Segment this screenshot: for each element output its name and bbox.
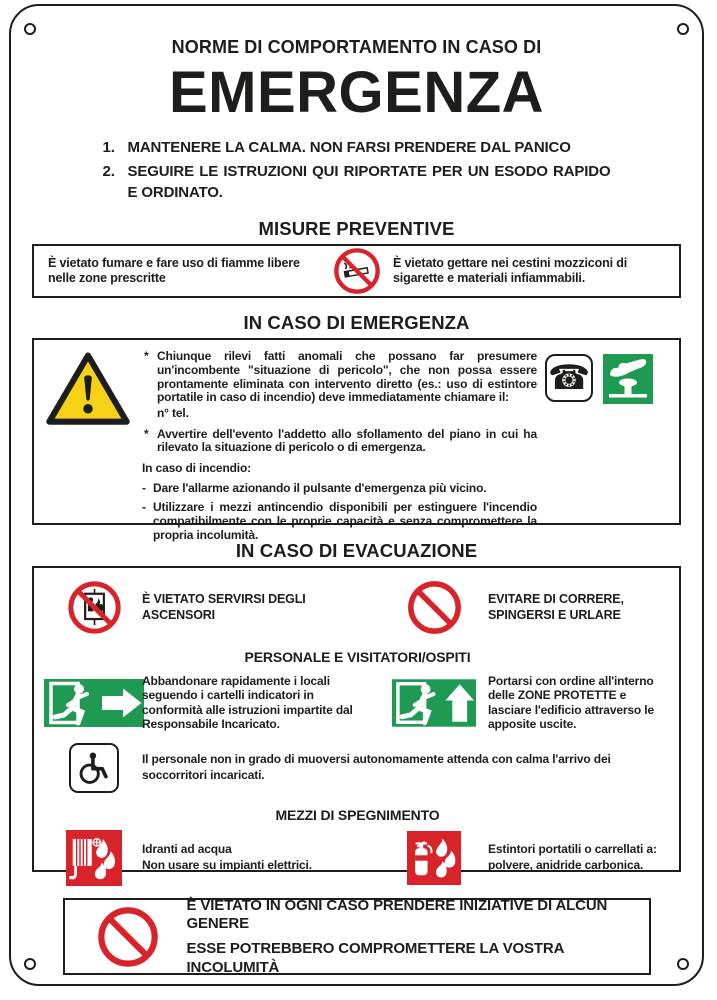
final-warning-line1: È VIETATO IN OGNI CASO PRENDERE INIZIATIVE DI ALCUN GENERE xyxy=(186,896,608,932)
screw-hole-icon xyxy=(677,23,689,35)
fire-extinguisher-icon xyxy=(407,831,461,885)
no-elevator-text: È VIETATO SERVIRSI DEGLI ASCENSORI xyxy=(142,592,306,622)
emergency-bullet xyxy=(142,350,537,405)
phone-number-label: n° tel. xyxy=(157,405,189,420)
dash-marker: - xyxy=(142,500,146,515)
no-smoking-icon xyxy=(333,247,381,295)
rule-item xyxy=(103,162,611,203)
phone-glyph: ☎ xyxy=(547,359,591,398)
screw-hole-icon xyxy=(677,958,689,970)
extinguisher-text-line2: polvere, anidride carbonica. xyxy=(488,857,644,872)
fire-instruction xyxy=(142,482,537,496)
hydrant-text-line1: Idranti ad acqua xyxy=(142,842,232,857)
fire-hose-icon xyxy=(66,830,122,886)
section-title-evacuazione: IN CASO DI EVACUAZIONE xyxy=(235,540,478,562)
extinguisher-text xyxy=(488,842,669,873)
emergency-bullet-text: Chiunque rilevi fatti anomali che possano far presumere un'incombente "situazione di pericolo", che non possa essere prontamente eliminata con intervento diretto (es.: uso di estintore portatile in caso di incendio) deve immediatamente chiamare il: xyxy=(157,349,537,405)
hydrant-text-line2: Non usare su impianti elettrici. xyxy=(142,857,312,872)
emergenza-instructions xyxy=(142,340,545,542)
exit-up-icon xyxy=(392,679,476,727)
wheelchair-text: Il personale non in grado di muoversi autonomamente attenda con calma l'arrivo dei soccorritori incaricati. xyxy=(142,752,611,782)
no-litter-text: È vietato gettare nei cestini mozziconi di sigarette e materiali infiammabili. xyxy=(393,255,628,286)
emergency-bullet xyxy=(142,428,537,455)
emergency-phone-icon xyxy=(545,354,593,402)
exit-right-text: Abbandonare rapidamente i locali seguendo i cartelli indicatori in conformità alle istruzioni impartite dal Responsabile Incaricato. xyxy=(142,674,353,731)
final-warning-box xyxy=(63,898,651,975)
dash-marker: - xyxy=(142,480,146,495)
bullet-marker: * xyxy=(144,349,149,364)
personale-title: PERSONALE E VISITATORI/OSPITI xyxy=(244,649,471,666)
final-warning-line2: ESSE POTREBBERO COMPROMETTERE LA VOSTRA INCOLUMITÀ xyxy=(186,940,564,976)
final-warning-text xyxy=(187,897,632,977)
hydrant-text xyxy=(142,842,380,873)
section-title-emergenza: IN CASO DI EMERGENZA xyxy=(243,312,470,334)
misure-preventive-box xyxy=(32,244,681,298)
extinguisher-text-line1: Estintori portatili o carrellati a: xyxy=(488,842,657,857)
no-elevator-icon xyxy=(67,580,122,635)
no-running-text: EVITARE DI CORRERE, SPINGERSI E URLARE xyxy=(488,592,624,622)
rule-number: 2. xyxy=(102,162,115,180)
sign-content xyxy=(11,37,702,975)
fire-case-heading: In caso di incendio: xyxy=(142,460,252,475)
bullet-marker: * xyxy=(144,426,149,441)
exit-up-text: Portarsi con ordine all'interno delle ZONE PROTETTE e lasciare l'edificio attraverso le apposite uscite. xyxy=(488,674,654,731)
exit-right-icon xyxy=(44,679,144,727)
warning-triangle-icon xyxy=(45,351,131,523)
screw-hole-icon xyxy=(24,958,36,970)
spegnimento-title: MEZZI DI SPEGNIMENTO xyxy=(275,806,440,823)
fire-instruction-text: Utilizzare i mezzi antincendio disponibili per estinguere l'incendio compatibilmente con le proprie capacità e senza compromettere la propria incolumità. xyxy=(153,500,537,542)
emergenza-box xyxy=(32,338,681,542)
wheelchair-icon xyxy=(69,743,119,793)
screw-hole-icon xyxy=(24,23,36,35)
kicker-title: NORME DI COMPORTAMENTO IN CASO DI xyxy=(171,37,542,57)
behaviour-rules xyxy=(103,138,611,203)
rule-item xyxy=(103,138,611,159)
prohibition-icon xyxy=(407,580,462,635)
page-title: EMERGENZA xyxy=(168,60,545,125)
fire-instruction-text: Dare l'allarme azionando il pulsante d'emergenza più vicino. xyxy=(153,480,487,495)
section-title-misure-preventive: MISURE PREVENTIVE xyxy=(258,218,455,240)
rule-number: 1. xyxy=(102,139,115,157)
rule-text: MANTENERE LA CALMA. NON FARSI PRENDERE DAL PANICO xyxy=(127,139,571,157)
no-smoking-text: È vietato fumare e fare uso di fiamme libere nelle zone prescritte xyxy=(48,255,300,286)
sign-plate xyxy=(9,4,704,986)
evacuazione-box xyxy=(32,566,681,872)
fire-instruction xyxy=(142,501,537,542)
rule-text: SEGUIRE LE ISTRUZIONI QUI RIPORTATE PER UN ESODO RAPIDO E ORDINATO. xyxy=(127,162,611,201)
emergency-bullet-text: Avvertire dell'evento l'addetto allo sfollamento del piano in cui ha rilevato la situazione di pericolo o di emergenza. xyxy=(157,426,537,455)
break-glass-button-icon xyxy=(603,354,653,404)
prohibition-icon xyxy=(97,906,159,968)
